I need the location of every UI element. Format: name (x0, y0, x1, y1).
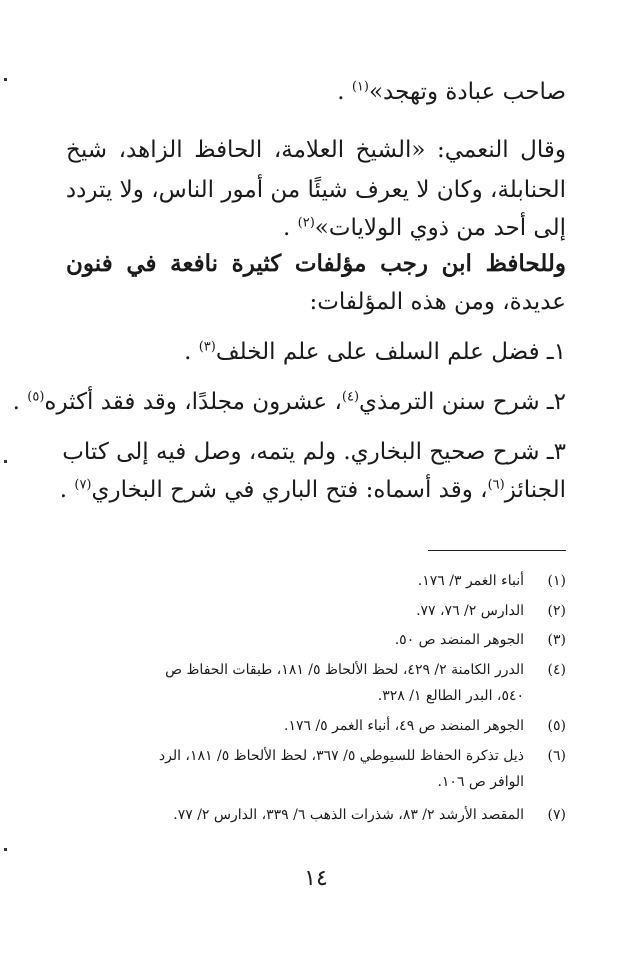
list-item-1 (66, 332, 566, 372)
text-run: ٢ـ شرح سنن الترمذي (359, 389, 566, 415)
footnote-number: (١) (547, 573, 566, 589)
text-run: ، عشرون مجلدًا، وقد فقد أكثره (44, 389, 342, 415)
footnote-6 (66, 746, 566, 798)
footnote-number: (٥) (547, 718, 566, 734)
scan-speck (4, 78, 7, 81)
list-item-3-line-1: ٣ـ شرح صحيح البخاري. ولم يتمه، وصل فيه إلى كتاب (62, 439, 566, 465)
footnote-separator (428, 550, 566, 551)
text-run: صاحب عبادة وتهجد» (368, 79, 566, 105)
text-run: . (12, 389, 20, 415)
footnote-number: (٢) (547, 603, 566, 619)
paragraph-3-line-2: عديدة، ومن هذه المؤلفات: (309, 289, 566, 315)
text-run: . (337, 79, 345, 105)
footnote-text: المقصد الأرشد ٢/ ٨٣، شذرات الذهب ٦/ ٣٣٩، الدارس ٢/ ٧٧. (173, 807, 524, 823)
footnote-number: (٦) (547, 748, 566, 764)
text-run: . (59, 477, 68, 503)
paragraph-2-line-3 (66, 208, 566, 248)
footnote-text: الجوهر المنضد ص ٥٠. (394, 632, 524, 648)
paragraph-2-line-2: الحنابلة، وكان لا يعرف شيئًا من أمور الناس، ولا يتردد (65, 177, 566, 203)
footnote-number: (٧) (547, 807, 566, 823)
text-run: . (283, 215, 291, 241)
footnote-number: (٣) (547, 632, 566, 648)
footnote-text: الدارس ٢/ ٧٦، ٧٧. (416, 603, 524, 619)
footnote-ref-4[interactable]: (٤) (341, 389, 360, 405)
scan-speck (4, 848, 7, 851)
footnote-text-continued: الوافر ص ١٠٦. (437, 774, 524, 790)
paragraph-2-line-1: وقال النعمي: «الشيخ العلامة، الحافظ الزاهد، شيخ (66, 137, 566, 163)
footnote-number: (٤) (547, 662, 566, 678)
footnote-4 (66, 660, 566, 712)
footnote-ref-2[interactable]: (٢) (297, 215, 315, 231)
footnote-text: أنباء الغمر ٣/ ١٧٦. (417, 573, 524, 589)
text-run: ، وقد أسماه: فتح الباري في شرح البخاري (91, 477, 488, 503)
paragraph-3-line-1: وللحافظ ابن رجب مؤلفات كثيرة نافعة في فنون (66, 250, 566, 277)
footnote-text: الجوهر المنضد ص ٤٩، أنباء الغمر ٥/ ١٧٦. (283, 718, 524, 734)
page-number: ١٤ (304, 866, 328, 891)
footnote-ref-6[interactable]: (٦) (487, 477, 505, 493)
footnote-text-continued: ٥٤٠، البدر الطالع ١/ ٣٢٨. (377, 688, 524, 704)
text-run: إلى أحد من ذوي الولايات» (314, 215, 566, 241)
footnote-text: الدرر الكامنة ٢/ ٤٢٩، لحظ الألحاظ ٥/ ١٨١، طبقات الحفاظ ص (165, 662, 524, 678)
text-run: الجنائز (504, 477, 566, 503)
list-item-2 (12, 382, 566, 422)
paragraph-1-line-1 (66, 72, 566, 112)
footnote-ref-7[interactable]: (٧) (74, 477, 92, 493)
list-item-3-line-2 (59, 470, 566, 510)
footnote-ref-3[interactable]: (٣) (198, 339, 216, 355)
footnote-ref-5[interactable]: (٥) (27, 389, 45, 405)
footnote-ref-1[interactable]: (١) (351, 79, 369, 95)
text-run: . (184, 339, 192, 365)
text-run: ١ـ فضل علم السلف على علم الخلف (215, 339, 566, 365)
footnote-text: ذيل تذكرة الحفاظ للسيوطي ٥/ ٣٦٧، لحظ الألحاظ ٥/ ١٨١، الرد (158, 748, 524, 764)
scan-speck (4, 460, 7, 463)
